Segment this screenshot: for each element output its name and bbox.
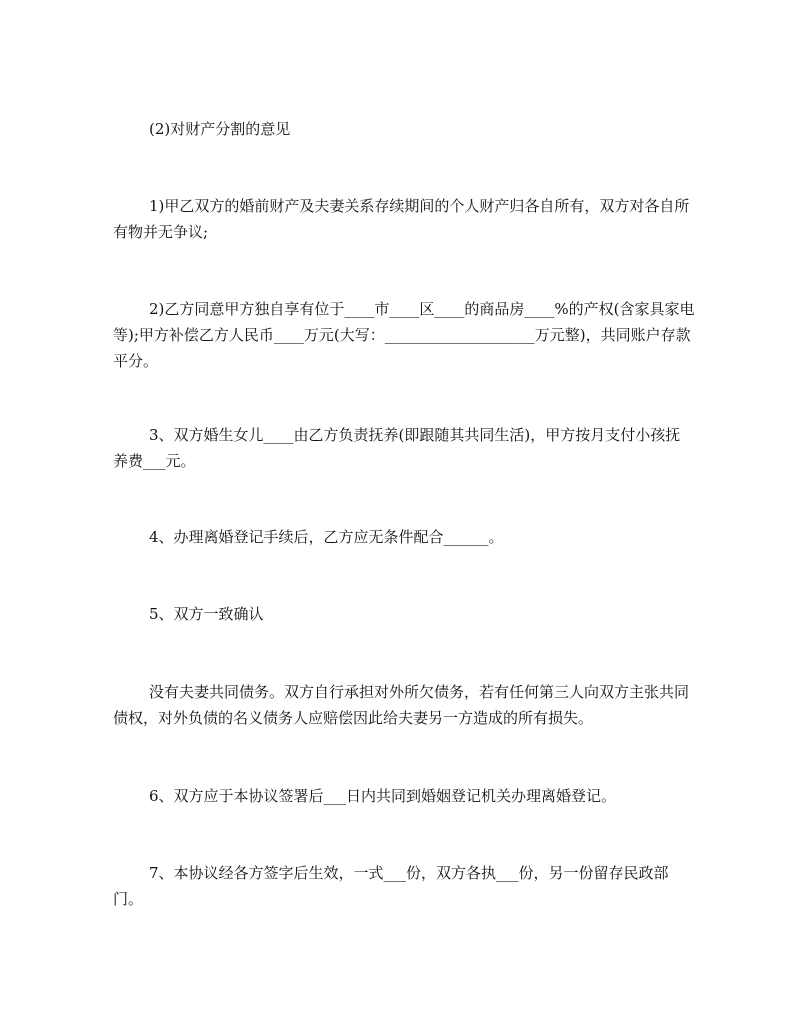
clause-divorce-registration-cooperation: 4、办理离婚登记手续后，乙方应无条件配合______。 <box>149 528 504 546</box>
clause-effectiveness-copies: 7、本协议经各方签字后生效，一式___份，双方各执___份，另一份留存民政部门。 <box>113 864 669 908</box>
clause-mutual-confirmation: 5、双方一致确认 <box>149 605 264 623</box>
section-heading-property-division: (2)对财产分割的意见 <box>149 120 291 138</box>
clause-child-custody: 3、双方婚生女儿____由乙方负责抚养(即跟随其共同生活)，甲方按月支付小孩抚养费___元。 <box>113 426 681 470</box>
clause-prenuptial-property: 1)甲乙双方的婚前财产及夫妻关系存续期间的个人财产归各自所有，双方对各自所有物并无争议; <box>113 197 690 241</box>
clause-no-joint-debt: 没有夫妻共同债务。双方自行承担对外所欠债务，若有任何第三人向双方主张共同债权，对外负债的名义债务人应赔偿因此给夫妻另一方造成的所有损失。 <box>113 683 690 727</box>
clause-house-ownership: 2)乙方同意甲方独自享有位于____市____区____的商品房____%的产权(含家具家电等);甲方补偿乙方人民币____万元(大写：____________________万元整)，共同账户存款平分。 <box>113 300 695 370</box>
clause-registration-deadline: 6、双方应于本协议签署后___日内共同到婚姻登记机关办理离婚登记。 <box>149 787 617 805</box>
